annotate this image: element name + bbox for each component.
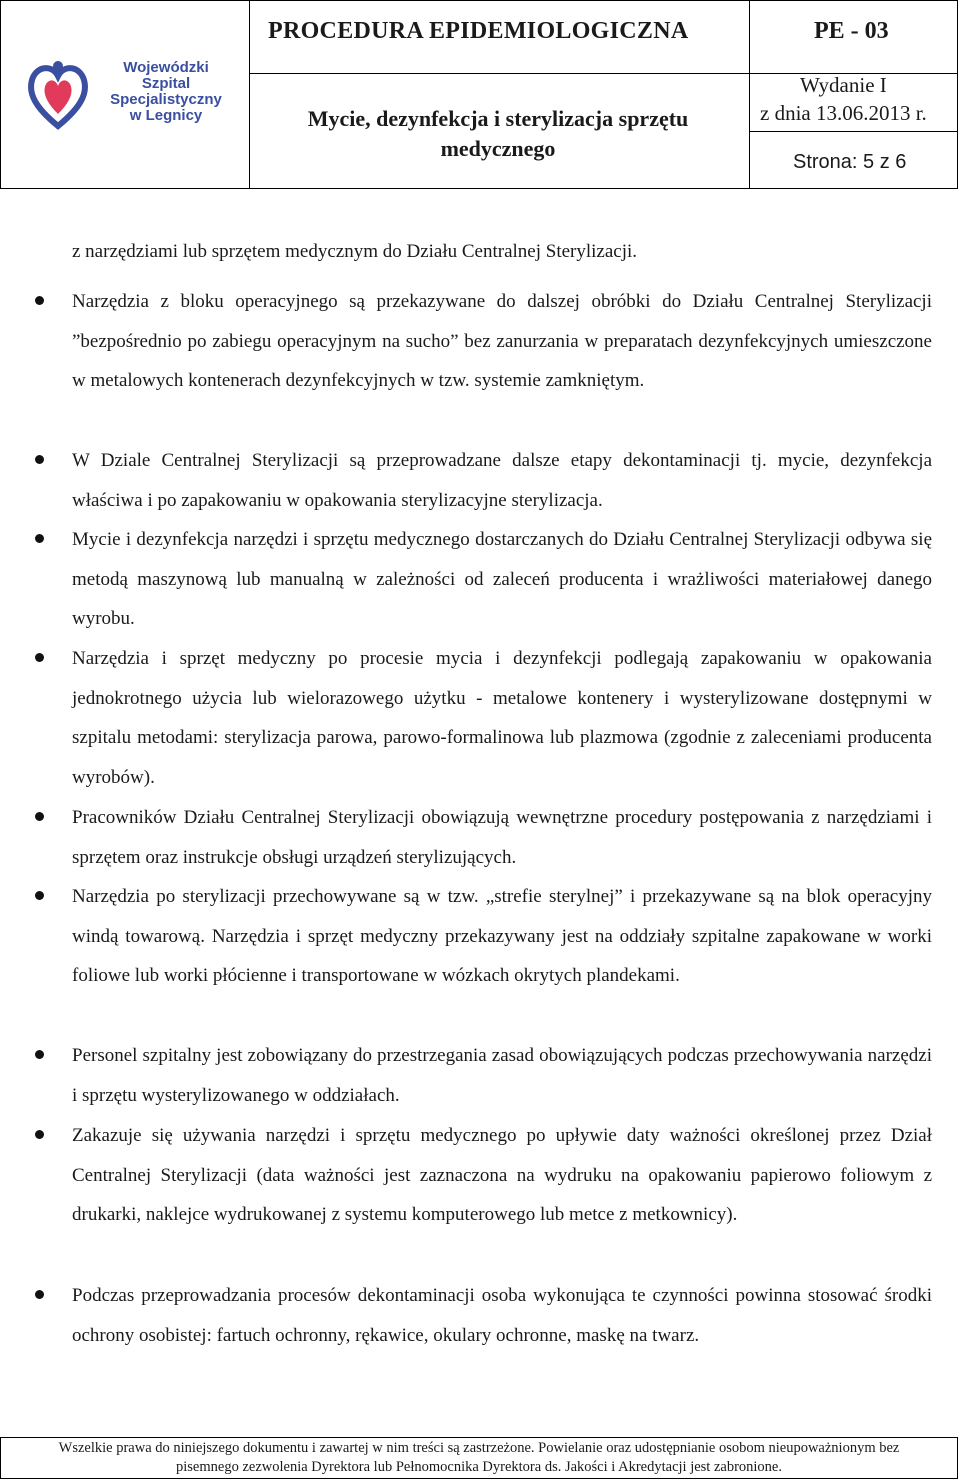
list-item: [72, 282, 932, 401]
procedure-code: PE - 03: [814, 18, 889, 44]
item-text: Mycie i dezynfekcja narzędzi i sprzętu medycznego dostarczanych do Działu Centralnej Sterylizacji odbywa się metodą maszynową lub manualną w zależności od zaleceń producenta i wrażliwości materiałowej danego wyrobu.: [72, 529, 932, 630]
footer-line: Wszelkie prawa do niniejszego dokumentu i zawartej w nim treści są zastrzeżone. Powielanie oraz udostępnianie osobom nieupoważnionym bez: [58, 1440, 900, 1456]
list-item: [72, 441, 932, 520]
logo-line: Wojewódzki: [123, 59, 209, 76]
meta-separator: [749, 131, 957, 132]
item-text: Narzędzia po sterylizacji przechowywane są w tzw. „strefie sterylnej” i przekazywane są na blok operacyjny windą towarową. Narzędzia i sprzęt medyczny przekazywany jest na oddziały szpitalne zapakowane w worki foliowe lub worki płócienne i transportowane w wózkach okrytych plandekami.: [72, 886, 932, 987]
list-item: [72, 1276, 932, 1355]
list-item: [72, 1116, 932, 1235]
list-item: [72, 1036, 932, 1115]
bullet-icon: [35, 1290, 44, 1299]
logo-line: Szpital: [141, 75, 191, 92]
item-text: Pracowników Działu Centralnej Sterylizacji obowiązują wewnętrzne procedury postępowania z narzędziami i sprzętem oraz instrukcje obsługi urządzeń sterylizujących.: [72, 807, 932, 868]
bullet-icon: [35, 1050, 44, 1059]
list-item: [72, 798, 932, 877]
hospital-logo: [26, 52, 236, 132]
logo-line: Specjalistyczny: [110, 91, 222, 108]
list-item: [72, 877, 932, 996]
list-item: [72, 520, 932, 639]
edition-label: Wydanie I: [800, 73, 887, 97]
item-text: Narzędzia i sprzęt medyczny po procesie mycia i dezynfekcji podlegają zapakowaniu w opakowania jednokrotnego użycia lub wielorazowego użytku - metalowe kontenery i wysterylizowane dostępnymi w szpitalu metodami: sterylizacja parowa, parowo-formalinowa lub plazmowa (zgodnie z zaleceniami producenta wyrobów).: [72, 648, 932, 788]
item-text: Personel szpitalny jest zobowiązany do przestrzegania zasad obowiązujących podczas przechowywania narzędzi i sprzętu wysterylizowanego w oddziałach.: [72, 1045, 932, 1106]
document-footer: [0, 1437, 958, 1479]
item-text: Podczas przeprowadzania procesów dekontaminacji osoba wykonująca te czynności powinna stosować środki ochrony osobistej: fartuch ochronny, rękawice, okulary ochronne, maskę na twarz.: [72, 1285, 932, 1346]
procedure-subject: Mycie, dezynfekcja i sterylizacja sprzętu medycznego: [307, 106, 689, 161]
edition-date: z dnia 13.06.2013 r.: [760, 101, 927, 125]
logo-text: [106, 60, 226, 124]
list-item: [72, 639, 932, 797]
procedure-title: PROCEDURA EPIDEMIOLOGICZNA: [268, 18, 689, 44]
footer-line: pisemnego zezwolenia Dyrektora lub Pełnomocnika Dyrektora ds. Jakości i Akredytacji jest zabronione.: [176, 1459, 782, 1475]
bullet-icon: [35, 891, 44, 900]
bullet-icon: [35, 653, 44, 662]
bullet-icon: [35, 812, 44, 821]
item-text: Zakazuje się używania narzędzi i sprzętu medycznego po upływie daty ważności określonej przez Dział Centralnej Sterylizacji (data ważności jest zaznaczona na wydruku na opakowaniu papierowo foliowym z drukarki, naklejce wydrukowanej z systemu komputerowego lub metce z metkownicy).: [72, 1125, 932, 1226]
logo-line: w Legnicy: [129, 107, 203, 124]
item-text: W Dziale Centralnej Sterylizacji są przeprowadzane dalsze etapy dekontaminacji tj. mycie, dezynfekcja właściwa i po zapakowaniu w opakowania sterylizacyjne sterylizacja.: [72, 450, 932, 511]
heart-logo-icon: [26, 52, 90, 132]
bullet-icon: [35, 534, 44, 543]
bullet-icon: [35, 1130, 44, 1139]
page-number: Strona: 5 z 6: [793, 151, 907, 173]
item-text: Narzędzia z bloku operacyjnego są przekazywane do dalszej obróbki do Działu Centralnej Sterylizacji ”bezpośrednio po zabiegu operacyjnym na sucho” bez zanurzania w preparatach dezynfekcyjnych umieszczone w metalowych kontenerach dezynfekcyjnych w tzw. systemie zamkniętym.: [72, 291, 932, 392]
continuation-text: z narzędziami lub sprzętem medycznym do Działu Centralnej Sterylizacji.: [72, 241, 638, 262]
bullet-icon: [35, 455, 44, 464]
bullet-icon: [35, 296, 44, 305]
